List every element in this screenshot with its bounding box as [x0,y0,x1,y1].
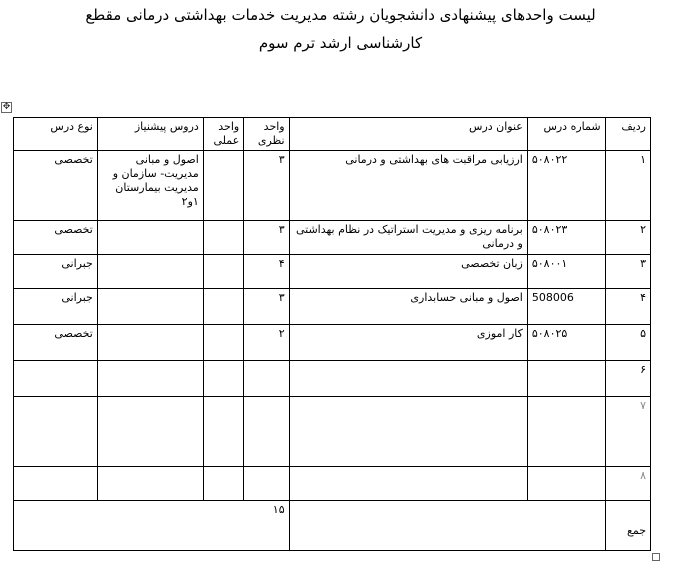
cell-units-practical[interactable] [203,361,243,397]
cell-course-type[interactable]: جبرانی [14,289,98,325]
cell-row-no[interactable]: ۲ [605,221,650,255]
page-title-line-1: لیست واحدهای پیشنهادی دانشجویان رشته مدیریت خدمات بهداشتی درمانی مقطع [85,6,596,24]
cell-row-no[interactable]: ۴ [605,289,650,325]
total-label: جمع [605,501,650,551]
cell-prerequisites[interactable]: اصول و مبانی مدیریت- سازمان و مدیریت بیمارستان ۱و۲ [97,151,203,221]
cell-course-title[interactable]: زبان تخصصی [289,255,527,289]
cell-units-practical[interactable] [203,397,243,467]
cell-units-practical[interactable] [203,289,243,325]
cell-units-theory[interactable] [244,397,289,467]
header-prerequisites: دروس پیشنیاز [97,118,203,151]
cell-course-type[interactable]: تخصصی [14,325,98,361]
cell-row-no[interactable]: ۱ [605,151,650,221]
cell-units-theory[interactable] [244,361,289,397]
cell-row-no[interactable]: ۷ [605,397,650,467]
cell-units-practical[interactable] [203,467,243,501]
table-move-handle-icon[interactable]: ✥ [2,102,11,112]
cell-course-no[interactable]: ۵۰۸۰۲۵ [527,325,605,361]
table-row [14,289,651,325]
cell-course-title[interactable] [289,397,527,467]
cell-course-no[interactable] [527,361,605,397]
cell-course-no[interactable] [527,397,605,467]
cell-units-practical[interactable] [203,255,243,289]
cell-course-no[interactable]: ۵۰۸۰۲۳ [527,221,605,255]
header-course-no: شماره درس [527,118,605,151]
total-value[interactable]: ۱۵ [14,501,290,551]
cell-units-theory[interactable]: ۳ [244,289,289,325]
page-title-line-2: کارشناسی ارشد ترم سوم [258,34,423,52]
table-row [14,467,651,501]
cell-course-title[interactable]: ارزیابی مراقبت های بهداشتی و درمانی [289,151,527,221]
cell-course-type[interactable] [14,467,98,501]
table-row [14,361,651,397]
cell-prerequisites[interactable] [97,255,203,289]
cell-course-no[interactable]: ۵۰۸۰۲۲ [527,151,605,221]
cell-course-title[interactable]: کار اموزی [289,325,527,361]
cell-units-theory[interactable]: ۳ [244,151,289,221]
cell-prerequisites[interactable] [97,361,203,397]
table-row [14,255,651,289]
table-row [14,397,651,467]
cell-course-type[interactable] [14,397,98,467]
cell-course-type[interactable]: جبرانی [14,255,98,289]
cell-units-practical[interactable] [203,151,243,221]
cell-units-theory[interactable]: ۲ [244,325,289,361]
header-units-theory: واحد نظری [244,118,289,151]
cell-course-no[interactable] [527,467,605,501]
cell-row-no[interactable]: ۳ [605,255,650,289]
table-resize-handle[interactable] [652,553,660,561]
cell-course-type[interactable] [14,361,98,397]
header-course-title: عنوان درس [289,118,527,151]
table-row [14,151,651,221]
total-blank-cell[interactable] [289,501,605,551]
cell-units-theory[interactable]: ۳ [244,221,289,255]
cell-course-type[interactable]: تخصصی [14,151,98,221]
cell-prerequisites[interactable] [97,289,203,325]
cell-row-no[interactable]: ۶ [605,361,650,397]
cell-units-practical[interactable] [203,325,243,361]
header-course-type: نوع درس [14,118,98,151]
cell-course-title[interactable]: اصول و مبانی حسابداری [289,289,527,325]
cell-prerequisites[interactable] [97,221,203,255]
cell-course-no[interactable]: 508006 [527,289,605,325]
total-row [14,501,651,551]
cell-units-practical[interactable] [203,221,243,255]
course-table [13,117,651,551]
header-units-practical: واحد عملی [203,118,243,151]
cell-prerequisites[interactable] [97,467,203,501]
cell-prerequisites[interactable] [97,397,203,467]
header-row-no: ردیف [605,118,650,151]
table-row [14,325,651,361]
cell-course-no[interactable]: ۵۰۸۰۰۱ [527,255,605,289]
table-header-row [14,118,651,151]
cell-course-type[interactable]: تخصصی [14,221,98,255]
table-row [14,221,651,255]
cell-units-theory[interactable] [244,467,289,501]
cell-course-title[interactable] [289,467,527,501]
cell-row-no[interactable]: ۵ [605,325,650,361]
cell-prerequisites[interactable] [97,325,203,361]
cell-course-title[interactable] [289,361,527,397]
cell-units-theory[interactable]: ۴ [244,255,289,289]
cell-course-title[interactable]: برنامه ریزی و مدیریت استراتیک در نظام بهداشتی و درمانی [289,221,527,255]
cell-row-no[interactable]: ۸ [605,467,650,501]
